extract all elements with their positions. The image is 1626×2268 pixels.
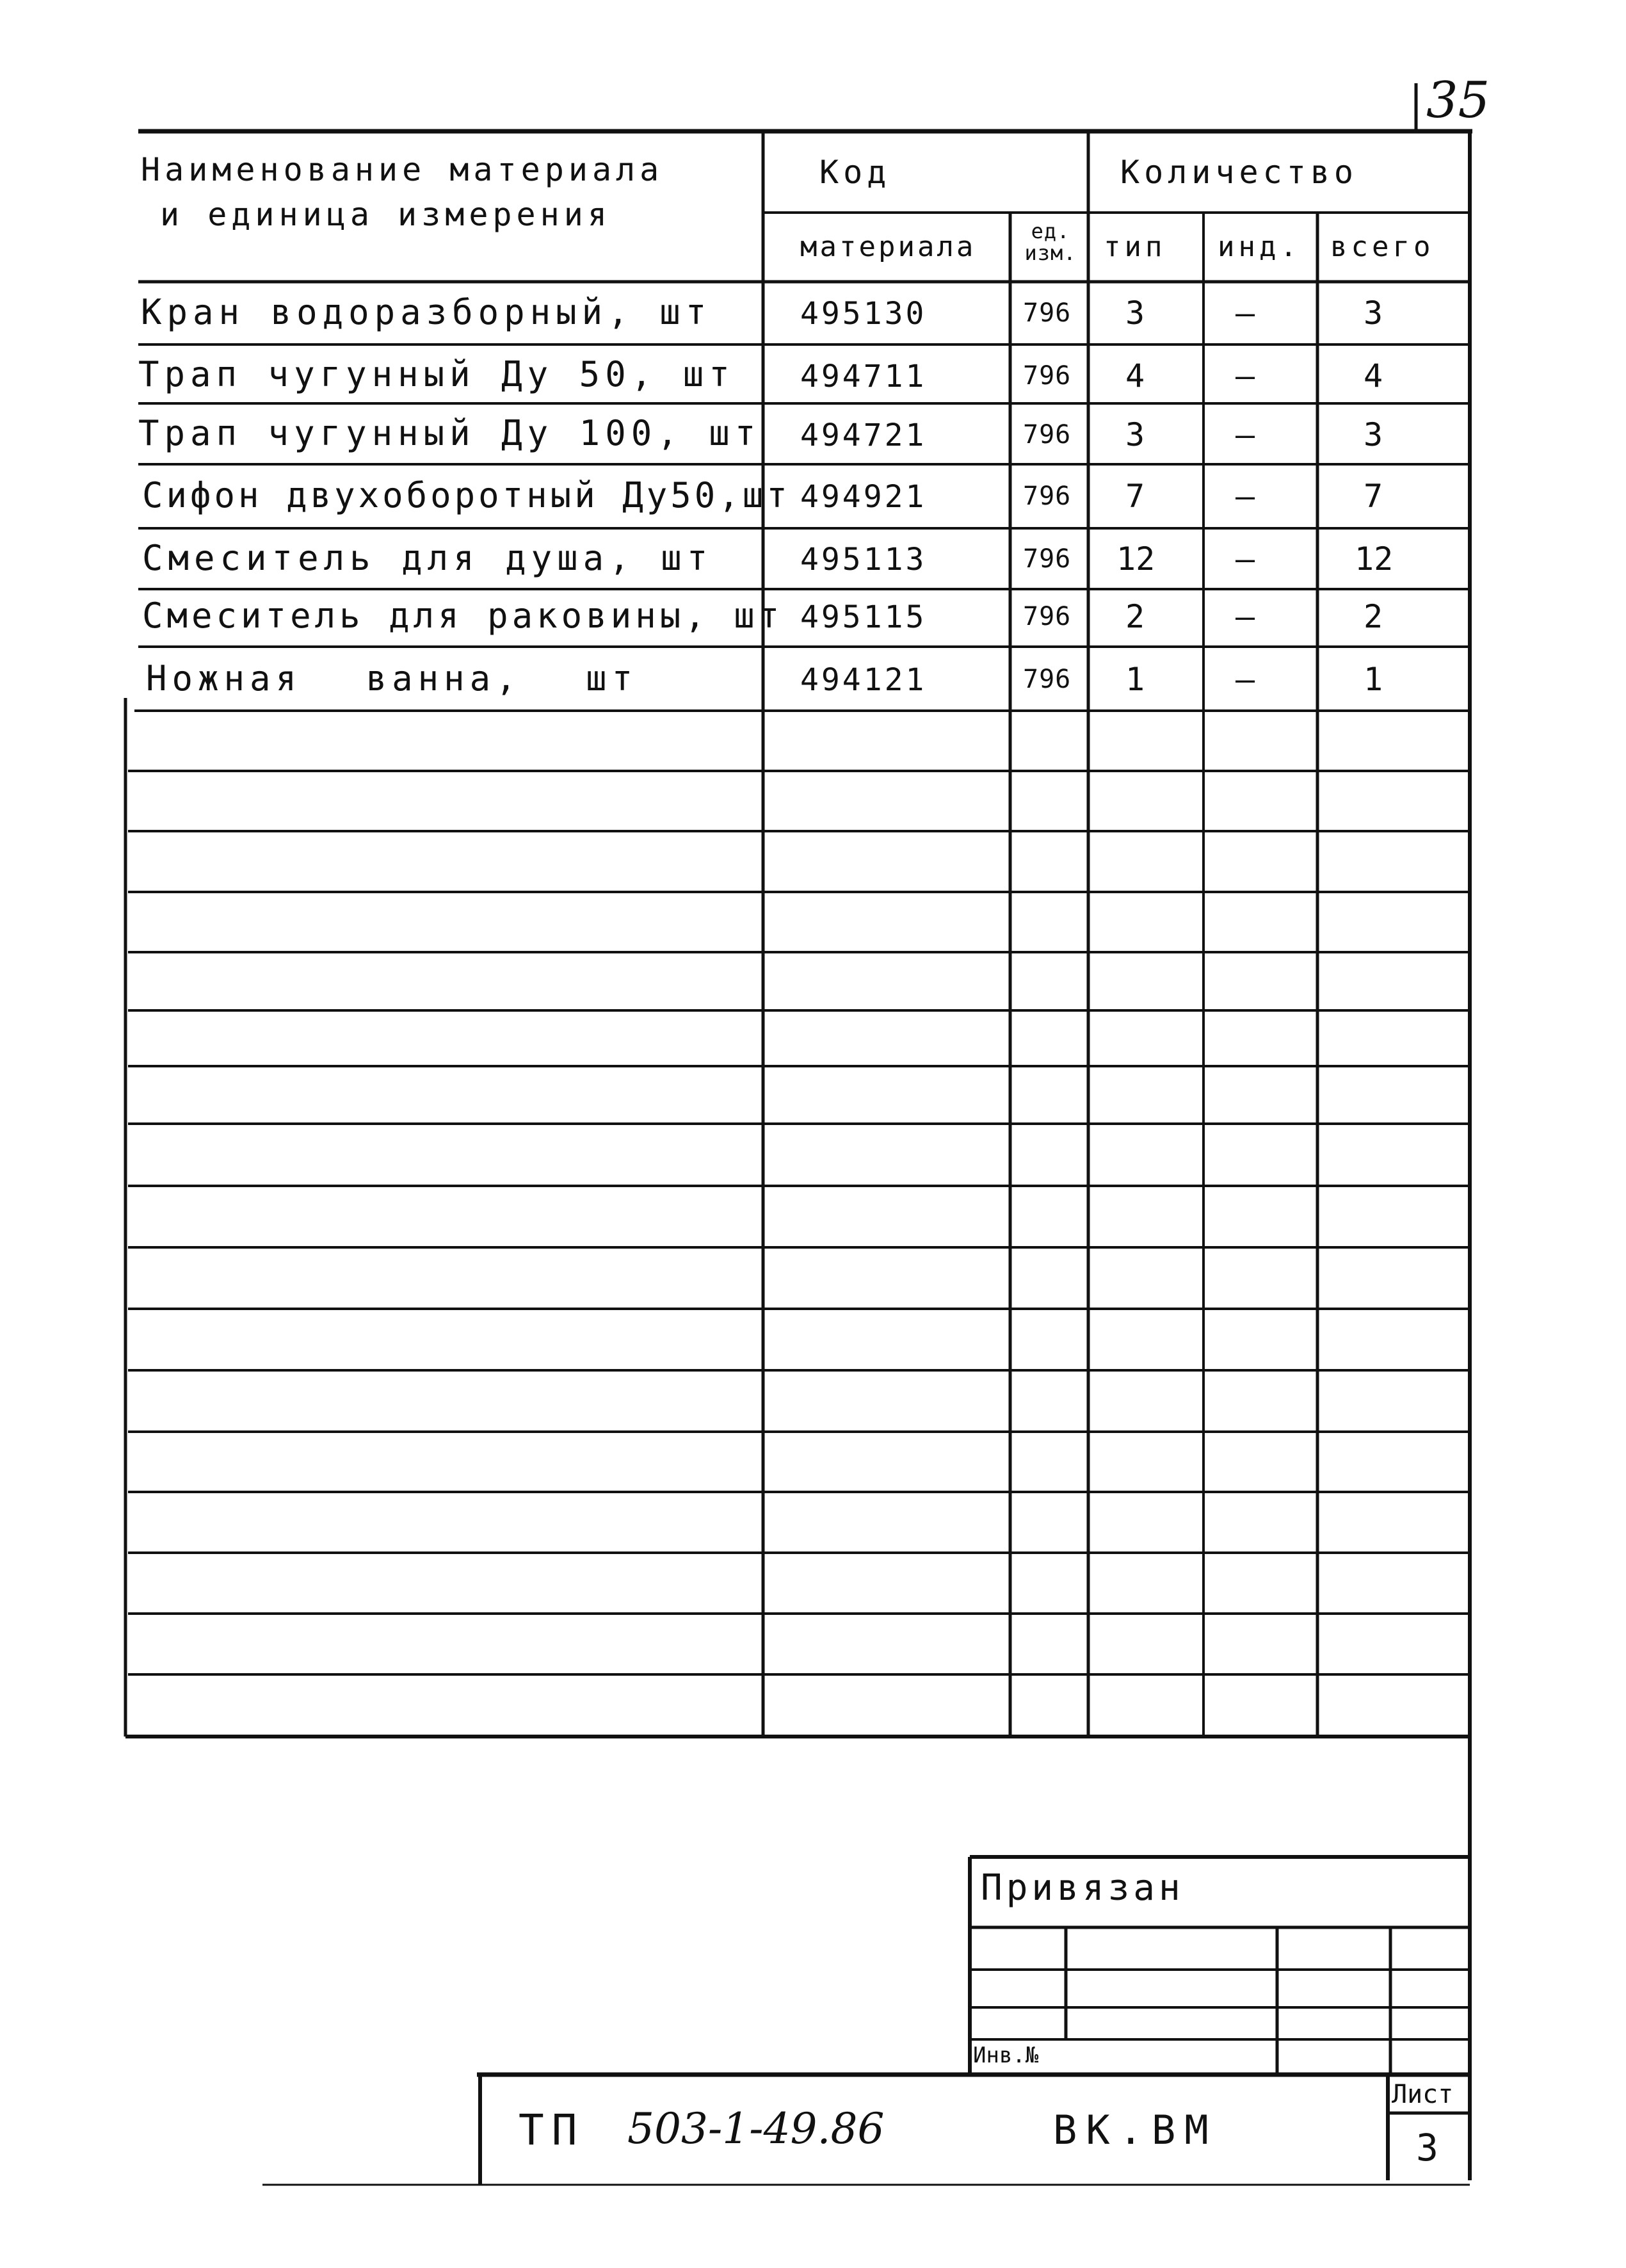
row-7-ind: —: [1236, 661, 1255, 698]
row-4-unit: 796: [1023, 482, 1072, 511]
row-6-type: 2: [1125, 598, 1145, 635]
row-3-code: 494721: [800, 417, 927, 453]
row-1-code: 495130: [800, 296, 927, 332]
header-code-group: Код: [819, 154, 891, 191]
row-7-name: Ножная ванна, шт: [146, 658, 638, 699]
row-6-name: Смеситель для раковины, шт: [142, 595, 784, 636]
row-2-code: 494711: [800, 359, 927, 394]
stamp-doc-number: 503-1-49.86: [627, 2104, 885, 2153]
row-5-type: 12: [1116, 540, 1155, 578]
row-5-code: 495113: [800, 542, 927, 578]
row-3-ind: —: [1236, 416, 1255, 453]
stamp-sheet-number: 3: [1416, 2126, 1438, 2169]
row-3-type: 3: [1125, 416, 1145, 453]
row-5-total: 12: [1355, 540, 1394, 578]
row-2-ind: —: [1236, 357, 1255, 394]
header-name-line1: Наименование материала: [141, 151, 664, 188]
row-7-code: 494121: [800, 662, 927, 698]
stamp-doc-code: ВК.ВМ: [1053, 2107, 1218, 2153]
row-5-name: Смеситель для душа, шт: [142, 538, 713, 578]
row-2-unit: 796: [1023, 361, 1072, 391]
row-1-name: Кран водоразборный, шт: [141, 292, 712, 332]
stamp-bound-label: Привязан: [981, 1867, 1184, 1909]
stamp-doc-prefix: ТП: [519, 2105, 585, 2155]
row-4-code: 494921: [800, 479, 927, 515]
row-6-unit: 796: [1023, 602, 1072, 631]
row-7-unit: 796: [1023, 665, 1072, 694]
header-qty-type: тип: [1104, 231, 1166, 263]
row-6-ind: —: [1236, 598, 1255, 635]
header-code-material: материала: [800, 231, 976, 263]
header-code-unit: ед. изм.: [1024, 219, 1077, 265]
row-2-name: Трап чугунный Ду 50, шт: [138, 354, 735, 394]
row-5-unit: 796: [1023, 544, 1072, 574]
row-1-unit: 796: [1023, 298, 1072, 328]
row-2-type: 4: [1125, 357, 1145, 394]
row-7-type: 1: [1125, 661, 1145, 698]
row-3-name: Трап чугунный Ду 100, шт: [138, 413, 761, 453]
row-4-type: 7: [1125, 478, 1145, 515]
row-4-name: Сифон двухоборотный Ду50,шт: [142, 475, 791, 515]
stamp-inv-label: Инв.№: [973, 2043, 1039, 2068]
row-3-total: 3: [1364, 416, 1383, 453]
row-1-ind: —: [1236, 295, 1255, 332]
header-name-line2: и единица измерения: [160, 196, 611, 233]
header-qty-ind: инд.: [1218, 231, 1301, 263]
row-6-code: 495115: [800, 599, 927, 635]
row-1-type: 3: [1125, 295, 1145, 332]
header-qty-group: Количество: [1120, 154, 1358, 191]
row-5-ind: —: [1236, 540, 1255, 578]
page-number: 35: [1426, 72, 1490, 129]
header-qty-total: всего: [1330, 231, 1435, 263]
stamp-sheet-label: Лист: [1392, 2080, 1454, 2109]
row-1-total: 3: [1364, 295, 1383, 332]
row-3-unit: 796: [1023, 420, 1072, 450]
row-6-total: 2: [1364, 598, 1383, 635]
row-4-ind: —: [1236, 478, 1255, 515]
row-7-total: 1: [1364, 661, 1383, 698]
row-2-total: 4: [1364, 357, 1383, 394]
row-4-total: 7: [1364, 478, 1383, 515]
